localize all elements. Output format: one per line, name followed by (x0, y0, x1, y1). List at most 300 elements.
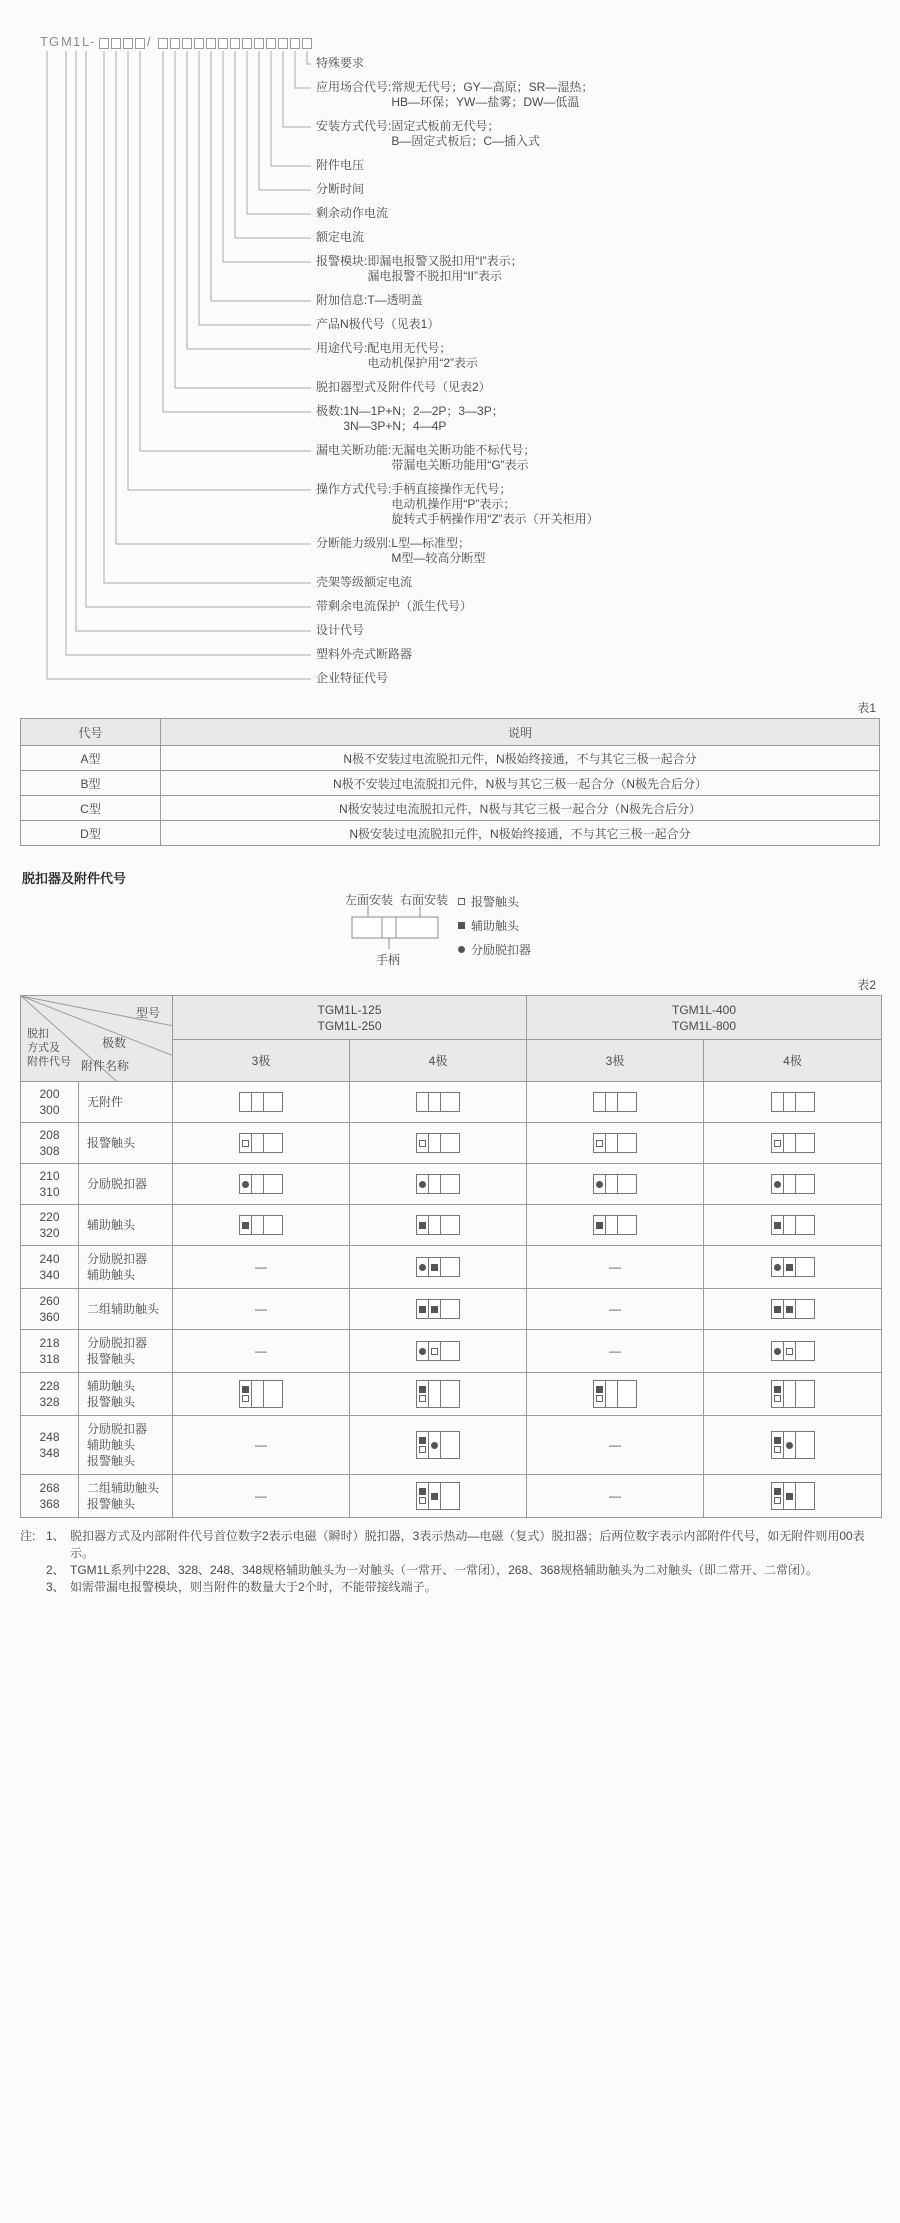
table1-cell: A型 (21, 746, 161, 771)
breaker-schematic (416, 1133, 460, 1153)
code-label-desc-line: 1N—1P+N；2—2P；3—3P； (343, 404, 504, 418)
breaker-body (441, 1432, 459, 1458)
accessory-slot (594, 1093, 606, 1111)
breaker-body (618, 1134, 636, 1152)
code-label-title: 分断能力级别: (316, 536, 392, 550)
accessory-config-cell (350, 1330, 527, 1373)
code-label (316, 317, 439, 332)
code-box (266, 38, 276, 49)
aux-contact-icon (596, 1222, 603, 1229)
alarm-contact-icon (786, 1348, 793, 1355)
accessory-slot (417, 1134, 429, 1152)
open-square-icon (458, 898, 465, 905)
aux-contact-icon (431, 1264, 438, 1271)
alarm-contact-icon (774, 1140, 781, 1147)
note-number: 1、 (46, 1529, 65, 1543)
table2-model-header: TGM1L-400 TGM1L-800 (527, 996, 882, 1040)
accessory-config-cell (350, 1164, 527, 1205)
code-box (278, 38, 288, 49)
breaker-schematic (771, 1341, 815, 1361)
accessory-slot (772, 1483, 784, 1509)
accessory-slot (594, 1134, 606, 1152)
accessory-slot (784, 1093, 796, 1111)
code-label-desc-line: 旋转式手柄操作用“Z”表示（开关柜用） (391, 512, 599, 526)
connector-line (307, 51, 311, 64)
breaker-schematic (416, 1092, 460, 1112)
breaker-body (796, 1216, 814, 1234)
accessory-slot (772, 1093, 784, 1111)
trip-code-cell: 210 310 (21, 1164, 79, 1205)
breaker-body (441, 1258, 459, 1276)
code-label-title: 附件电压 (316, 158, 365, 172)
breaker-schematic (771, 1299, 815, 1319)
breaker-schematic (771, 1174, 815, 1194)
code-box (206, 38, 216, 49)
breaker-body (441, 1300, 459, 1318)
shunt-release-icon (419, 1264, 426, 1271)
breaker-schematic (771, 1215, 815, 1235)
accessory-slot (429, 1258, 441, 1276)
accessory-config-cell (704, 1373, 882, 1416)
accessory-slot (429, 1093, 441, 1111)
code-label (316, 254, 523, 284)
breaker-schematic (416, 1257, 460, 1277)
accessory-config-cell (704, 1082, 882, 1123)
code-label-desc-line: 电动机操作用“P”表示； (391, 497, 516, 511)
accessory-slot (784, 1134, 796, 1152)
breaker-body (264, 1381, 282, 1407)
corner-poles-label: 极数 (101, 1036, 126, 1050)
code-box (242, 38, 252, 49)
breaker-schematic (416, 1174, 460, 1194)
aux-contact-icon (596, 1386, 603, 1393)
trip-accessory-code-table (20, 995, 882, 1518)
accessory-slot (252, 1175, 264, 1193)
aux-contact-icon (786, 1306, 793, 1313)
accessory-slot (606, 1134, 618, 1152)
accessory-name-cell: 二组辅助触头 (79, 1289, 173, 1330)
not-available-dash: — (609, 1344, 621, 1358)
code-box (302, 38, 312, 49)
code-label-desc-line: 漏电报警不脱扣用“II”表示 (367, 269, 503, 283)
accessory-slot (240, 1134, 252, 1152)
code-label (316, 380, 491, 395)
breaker-schematic (771, 1133, 815, 1153)
breaker-schematic (416, 1341, 460, 1361)
accessory-slot (594, 1175, 606, 1193)
not-available-dash: — (609, 1302, 621, 1316)
accessory-config-cell (173, 1082, 350, 1123)
table2-corner (21, 996, 173, 1082)
alarm-contact-icon (774, 1446, 781, 1453)
trip-code-cell: 228 328 (21, 1373, 79, 1416)
accessory-config-cell (704, 1330, 882, 1373)
filled-circle-icon (458, 946, 465, 953)
accessory-name-cell: 报警触头 (79, 1123, 173, 1164)
accessory-name-cell: 分励脱扣器 辅助触头 (79, 1246, 173, 1289)
aux-contact-icon (242, 1386, 249, 1393)
code-box (254, 38, 264, 49)
breaker-schematic (771, 1482, 815, 1510)
left-mount-label: 左面安装 (345, 893, 394, 907)
code-label-title: 报警模块: (316, 254, 368, 268)
code-label (316, 671, 388, 686)
accessory-slot (417, 1258, 429, 1276)
code-label (316, 536, 485, 566)
accessory-slot (240, 1381, 252, 1407)
table1-cell: D型 (21, 821, 161, 846)
breaker-body (796, 1175, 814, 1193)
connector-line (104, 51, 311, 583)
accessory-config-cell (704, 1416, 882, 1475)
breaker-body (264, 1134, 282, 1152)
breaker-body (796, 1258, 814, 1276)
trip-code-cell: 218 318 (21, 1330, 79, 1373)
accessory-config-cell (173, 1289, 350, 1330)
not-available-dash: — (255, 1344, 267, 1358)
model-code-letter: M (61, 34, 73, 49)
accessory-section-heading: 脱扣器及附件代号 (22, 871, 127, 886)
accessory-name-cell: 分励脱扣器 辅助触头 报警触头 (79, 1416, 173, 1475)
accessory-name-cell: 二组辅助触头 报警触头 (79, 1475, 173, 1518)
connector-line (128, 51, 311, 490)
n-pole-type-table (20, 718, 880, 846)
accessory-config-cell (350, 1289, 527, 1330)
model-code-letter: L (82, 34, 91, 49)
connector-line (235, 51, 311, 238)
code-label-desc-line: 固定式板前无代号； (391, 119, 500, 133)
aux-contact-icon (419, 1222, 426, 1229)
corner-trip-label: 脱扣 方式及 附件代号 (27, 1028, 71, 1068)
code-label-title: 应用场合代号: (316, 80, 392, 94)
breaker-schematic (593, 1380, 637, 1408)
trip-code-cell: 260 360 (21, 1289, 79, 1330)
breaker-body (264, 1175, 282, 1193)
table2-pole-header: 4极 (350, 1040, 527, 1082)
breaker-schematic (416, 1482, 460, 1510)
accessory-slot (417, 1483, 429, 1509)
code-label-desc-line: 无漏电关断功能不标代号； (391, 443, 536, 457)
accessory-slot (606, 1093, 618, 1111)
code-label (316, 230, 364, 245)
not-available-dash: — (255, 1489, 267, 1503)
code-label (316, 404, 504, 434)
code-label (316, 206, 388, 221)
accessory-name-cell: 分励脱扣器 (79, 1164, 173, 1205)
accessory-config-cell (527, 1123, 704, 1164)
code-box (99, 38, 109, 49)
code-box (182, 38, 192, 49)
accessory-slot (772, 1381, 784, 1407)
table1-caption: 表1 (857, 701, 876, 715)
table2-model-header: TGM1L-125 TGM1L-250 (173, 996, 527, 1040)
breaker-schematic (239, 1092, 283, 1112)
accessory-slot (417, 1432, 429, 1458)
table2-row (21, 1246, 882, 1289)
breaker-body (796, 1300, 814, 1318)
model-code-letter: 1 (73, 34, 82, 49)
accessory-config-cell (173, 1164, 350, 1205)
code-label-title: 分断时间 (316, 182, 365, 196)
breaker-schematic (416, 1380, 460, 1408)
table1-cell: N极安装过电流脱扣元件，N极始终接通，不与其它三极一起合分 (161, 821, 880, 846)
code-label-desc-line: 配电用无代号； (367, 341, 452, 355)
note-item (46, 1562, 880, 1579)
accessory-config-cell (527, 1164, 704, 1205)
code-label-desc-line: 带漏电关断功能用“G”表示 (391, 458, 529, 472)
accessory-slot (429, 1381, 441, 1407)
alarm-contact-icon (419, 1446, 426, 1453)
note-item (46, 1528, 880, 1562)
aux-contact-icon (786, 1493, 793, 1500)
breaker-schematic (593, 1092, 637, 1112)
alarm-contact-icon (419, 1497, 426, 1504)
breaker-body (441, 1134, 459, 1152)
code-label-title: 额定电流 (316, 230, 365, 244)
accessory-slot (772, 1258, 784, 1276)
alarm-contact-icon (419, 1140, 426, 1147)
breaker-schematic (593, 1174, 637, 1194)
connector-line (295, 51, 311, 88)
code-label-title: 塑料外壳式断路器 (316, 647, 413, 661)
code-label-title: 壳架等级额定电流 (316, 575, 413, 589)
accessory-config-cell (173, 1416, 350, 1475)
accessory-slot (252, 1216, 264, 1234)
accessory-config-cell (704, 1205, 882, 1246)
corner-model-label: 型号 (135, 1006, 160, 1020)
table2-pole-header: 3极 (527, 1040, 704, 1082)
code-label-title: 附加信息: (316, 293, 368, 307)
code-label (316, 599, 472, 614)
accessory-slot (417, 1216, 429, 1234)
accessory-slot (784, 1258, 796, 1276)
accessory-slot (784, 1381, 796, 1407)
alarm-contact-icon (596, 1140, 603, 1147)
breaker-schematic (771, 1431, 815, 1459)
breaker-schematic (239, 1133, 283, 1153)
code-label (316, 647, 412, 662)
connector-line (66, 51, 311, 655)
accessory-slot (417, 1093, 429, 1111)
accessory-slot (606, 1216, 618, 1234)
filled-square-icon (458, 922, 465, 929)
accessory-config-cell (350, 1082, 527, 1123)
accessory-config-cell (350, 1246, 527, 1289)
accessory-config-cell (350, 1373, 527, 1416)
table1-row (21, 771, 880, 796)
connector-line (175, 51, 311, 388)
code-label-desc-line: T—透明盖 (367, 293, 423, 307)
breaker-schematic (771, 1092, 815, 1112)
breaker-body (796, 1093, 814, 1111)
accessory-slot (772, 1342, 784, 1360)
breaker-body (618, 1381, 636, 1407)
code-label-desc-line: 电动机保护用“2”表示 (367, 356, 479, 370)
accessory-slot (429, 1175, 441, 1193)
code-label-title: 带剩余电流保护（派生代号） (316, 599, 473, 613)
accessory-slot (594, 1381, 606, 1407)
table2-row (21, 1475, 882, 1518)
code-label (316, 623, 364, 638)
table1-header-cell: 代号 (21, 719, 161, 746)
model-code-slash: / (147, 34, 152, 49)
accessory-config-cell (527, 1373, 704, 1416)
code-label (316, 80, 593, 110)
accessory-config-cell (173, 1246, 350, 1289)
code-label-title: 剩余动作电流 (316, 206, 389, 220)
table1-cell: C型 (21, 796, 161, 821)
accessory-name-cell: 辅助触头 报警触头 (79, 1373, 173, 1416)
table2-row (21, 1373, 882, 1416)
code-label-title: 漏电关断功能: (316, 443, 392, 457)
model-code-separator: - (90, 34, 96, 49)
accessory-slot (594, 1216, 606, 1234)
trip-code-cell: 248 348 (21, 1416, 79, 1475)
table2-row (21, 1330, 882, 1373)
shunt-release-icon (774, 1264, 781, 1271)
accessory-config-cell (704, 1289, 882, 1330)
table2-row (21, 1416, 882, 1475)
breaker-body (796, 1134, 814, 1152)
accessory-name-cell: 分励脱扣器 报警触头 (79, 1330, 173, 1373)
breaker-body (264, 1093, 282, 1111)
connector-line (116, 51, 311, 544)
legend-label: 辅助触头 (471, 919, 520, 933)
accessory-slot (429, 1432, 441, 1458)
code-box (135, 38, 145, 49)
accessory-slot (252, 1093, 264, 1111)
breaker-schematic (239, 1380, 283, 1408)
accessory-slot (772, 1134, 784, 1152)
code-label-title: 特殊要求 (316, 56, 365, 70)
accessory-slot (417, 1381, 429, 1407)
aux-contact-icon (774, 1222, 781, 1229)
accessory-slot (417, 1175, 429, 1193)
code-label (316, 341, 478, 371)
model-code-letter: TG (40, 34, 61, 49)
table1-header-row (21, 719, 880, 746)
code-label-title: 极数: (316, 404, 344, 418)
accessory-slot (429, 1300, 441, 1318)
code-label-title: 安装方式代号: (316, 119, 392, 133)
table1-cell: B型 (21, 771, 161, 796)
accessory-config-cell (704, 1246, 882, 1289)
accessory-config-cell (527, 1289, 704, 1330)
code-label (316, 158, 364, 173)
code-label-title: 产品N极代号（见表1） (316, 317, 440, 331)
corner-accname-label: 附件名称 (81, 1059, 130, 1073)
breaker-schematic (416, 1299, 460, 1319)
code-label-desc-line: L型—标准型； (391, 536, 471, 550)
accessory-config-cell (350, 1416, 527, 1475)
table1-cell: N极不安装过电流脱扣元件，N极与其它三极一起合分（N极先合后分） (161, 771, 880, 796)
shunt-release-icon (774, 1181, 781, 1188)
trip-code-cell: 208 308 (21, 1123, 79, 1164)
code-label-desc-line: HB—环保；YW—盐雾；DW—低温 (391, 95, 580, 109)
code-box (194, 38, 204, 49)
accessory-config-cell (704, 1123, 882, 1164)
breaker-body (441, 1175, 459, 1193)
accessory-slot (772, 1175, 784, 1193)
alarm-contact-icon (774, 1497, 781, 1504)
accessory-name-cell: 无附件 (79, 1082, 173, 1123)
breaker-schematic (593, 1133, 637, 1153)
code-label (316, 293, 423, 308)
accessory-name-cell: 辅助触头 (79, 1205, 173, 1246)
table1-row (21, 796, 880, 821)
table2-row (21, 1164, 882, 1205)
breaker-body (441, 1483, 459, 1509)
accessory-config-cell (350, 1205, 527, 1246)
aux-contact-icon (431, 1493, 438, 1500)
code-label-desc-line: 即漏电报警又脱扣用“I”表示； (367, 254, 523, 268)
code-label-desc-line: B—固定式板后；C—插入式 (391, 134, 541, 148)
aux-contact-icon (419, 1488, 426, 1495)
not-available-dash: — (255, 1260, 267, 1274)
accessory-slot (772, 1300, 784, 1318)
code-label (316, 443, 535, 473)
note-item (46, 1579, 880, 1596)
aux-contact-icon (774, 1306, 781, 1313)
accessory-config-cell (527, 1246, 704, 1289)
table1-row (21, 746, 880, 771)
footnotes (20, 1528, 880, 1596)
accessory-config-cell (350, 1123, 527, 1164)
note-text: 脱扣器方式及内部附件代号首位数字2表示电磁（瞬时）脱扣器，3表示热动—电磁（复式）脱扣器；后两位数字表示内部附件代号，如无附件则用00表示。 (70, 1529, 865, 1560)
alarm-contact-icon (596, 1395, 603, 1402)
breaker-body (618, 1216, 636, 1234)
shunt-release-icon (419, 1181, 426, 1188)
right-mount-label: 右面安装 (400, 893, 449, 907)
accessory-slot (784, 1483, 796, 1509)
aux-contact-icon (431, 1306, 438, 1313)
alarm-contact-icon (774, 1395, 781, 1402)
connector-line (199, 51, 311, 325)
trip-code-cell: 240 340 (21, 1246, 79, 1289)
accessory-config-cell (173, 1475, 350, 1518)
code-box (170, 38, 180, 49)
note-text: 如需带漏电报警模块，则当附件的数量大于2个时，不能带接线端子。 (70, 1580, 437, 1594)
breaker-schematic (593, 1215, 637, 1235)
accessory-config-cell (527, 1205, 704, 1246)
trip-code-cell: 220 320 (21, 1205, 79, 1246)
shunt-release-icon (419, 1348, 426, 1355)
table1-cell: N极安装过电流脱扣元件，N极与其它三极一起合分（N极先合后分） (161, 796, 880, 821)
accessory-slot (429, 1134, 441, 1152)
accessory-slot (784, 1216, 796, 1234)
accessory-slot (252, 1381, 264, 1407)
code-box (230, 38, 240, 49)
breaker-body (796, 1432, 814, 1458)
breaker-schematic (239, 1174, 283, 1194)
legend-label: 分励脱扣器 (471, 943, 532, 957)
code-box (111, 38, 121, 49)
breaker-body (796, 1342, 814, 1360)
accessory-config-cell (527, 1475, 704, 1518)
accessory-slot (252, 1134, 264, 1152)
code-label-title: 企业特征代号 (316, 671, 389, 685)
shunt-release-icon (431, 1442, 438, 1449)
shunt-release-icon (786, 1442, 793, 1449)
code-label-title: 脱扣器型式及附件代号（见表2） (316, 380, 491, 394)
code-label (316, 182, 364, 197)
breaker-schematic (239, 1215, 283, 1235)
code-label-title: 设计代号 (316, 623, 365, 637)
accessory-config-cell (704, 1164, 882, 1205)
code-label (316, 56, 364, 71)
table2-row (21, 1289, 882, 1330)
table2-caption: 表2 (857, 978, 876, 992)
